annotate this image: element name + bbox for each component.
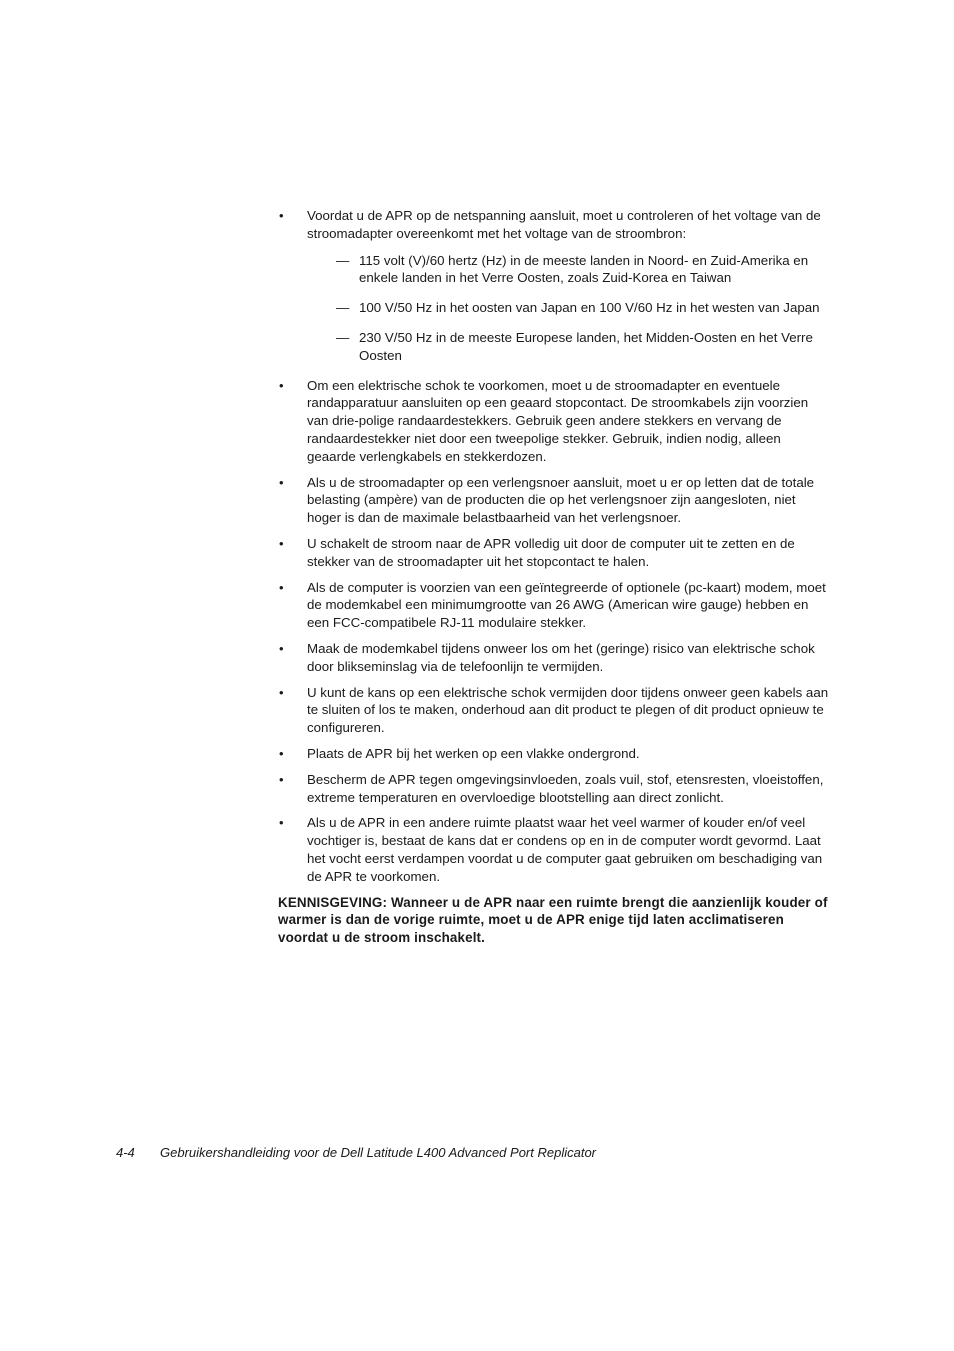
document-title: Gebruikershandleiding voor de Dell Latitude L400 Advanced Port Replicator [160,1145,597,1160]
bullet-icon: • [279,474,284,490]
bullet-icon: • [279,208,284,223]
bullet-text: U kunt de kans op een elektrische schok vermijden door tijdens onweer geen kabels aan te sluiten of los te maken, onderhoud aan dit product te plegen of dit product opnieuw te configureren. [307,684,829,736]
dash-icon: — [336,300,350,316]
bullet-item-flat-surface [278,745,830,763]
bullet-icon: • [279,535,284,551]
bullet-text: Bescherm de APR tegen omgevingsinvloeden, zoals vuil, stof, etensresten, vloeistoffen, extreme temperaturen en overvloedige blootstelling aan direct zonlicht. [307,771,824,805]
bullet-icon: • [279,815,284,831]
bullet-text: Om een elektrische schok te voorkomen, moet u de stroomadapter en eventuele randapparatuur aansluiten op een geaard stopcontact. De stroomkabels zijn voorzien van drie-polige randaardestekkers. Gebruik geen andere stekkers en vervang de randaardestekker niet door een tweepolige stekker. Gebruik, indien nodig, alleen geaarde verlengkabels en stekkerdozen. [307,377,809,464]
bullet-item-condensation [278,814,830,885]
bullet-icon: • [279,771,284,787]
bullet-item-grounding [278,377,830,466]
safety-instructions [278,207,830,947]
bullet-text: Maak de modemkabel tijdens onweer los om het (geringe) risico van elektrische schok door blikseminslag via de telefoonlijn te vermijden. [307,640,815,674]
bullet-icon: • [279,745,284,761]
bullet-icon: • [279,640,284,656]
bullet-item-no-maintenance [278,684,830,737]
bullet-icon: • [279,377,284,393]
bullet-icon: • [279,684,284,700]
page-number: 4-4 [116,1145,135,1160]
bullet-text: Als u de APR in een andere ruimte plaatst waar het veel warmer of kouder en/of veel vochtiger is, bestaat de kans dat er condens op en in de computer wordt gevormd. Laat het vocht eerst verdampen voordat u de computer gaat gebruiken om beschadiging van de APR te voorkomen. [307,815,823,884]
voltage-item-americas [307,252,830,288]
bullet-item-power-off [278,535,830,571]
bullet-text: Plaats de APR bij het werken op een vlakke ondergrond. [307,745,640,761]
bullet-item-environment [278,771,830,807]
bullet-text: U schakelt de stroom naar de APR volledig uit door de computer uit te zetten en de stekker van de stroomadapter uit het stopcontact te halen. [307,535,795,569]
page-footer [116,1144,596,1162]
dash-icon: — [336,252,350,268]
notice-paragraph: KENNISGEVING: Wanneer u de APR naar een ruimte brengt die aanzienlijk kouder of warmer is dan de vorige ruimte, moet u de APR enige tijd laten acclimatiseren voordat u de stroom inschakelt. [278,894,828,946]
bullet-text: Als u de stroomadapter op een verlengsnoer aansluit, moet u er op letten dat de totale belasting (ampère) van de producten die op het verlengsnoer zijn aangesloten, niet hoger is dan de maximale belastbaarheid van het verlengsnoer. [307,474,815,526]
bullet-item-thunderstorm [278,640,830,676]
bullet-item-extension-cord [278,474,830,527]
bullet-icon: • [279,579,284,595]
voltage-text: 115 volt (V)/60 hertz (Hz) in de meeste landen in Noord- en Zuid-Amerika en enkele landen in het Verre Oosten, zoals Zuid-Korea en Taiwan [359,252,809,286]
voltage-text: 230 V/50 Hz in de meeste Europese landen, het Midden-Oosten en het Verre Oosten [359,329,813,363]
bullet-text: Voordat u de APR op de netspanning aansluit, moet u controleren of het voltage van de stroomadapter overeenkomt met het voltage van de stroombron: [307,208,821,241]
dash-icon: — [336,329,350,345]
voltage-text: 100 V/50 Hz in het oosten van Japan en 100 V/60 Hz in het westen van Japan [359,300,820,316]
bullet-item-voltage [278,207,830,365]
bullet-item-modem-cable [278,579,830,632]
bullet-text: Als de computer is voorzien van een geïntegreerde of optionele (pc-kaart) modem, moet de modemkabel een minimumgrootte van 26 AWG (American wire gauge) hebben en een FCC-compatibele RJ-11 modulaire stekker. [307,579,826,631]
voltage-item-japan [307,299,830,317]
voltage-item-europe [307,329,830,365]
